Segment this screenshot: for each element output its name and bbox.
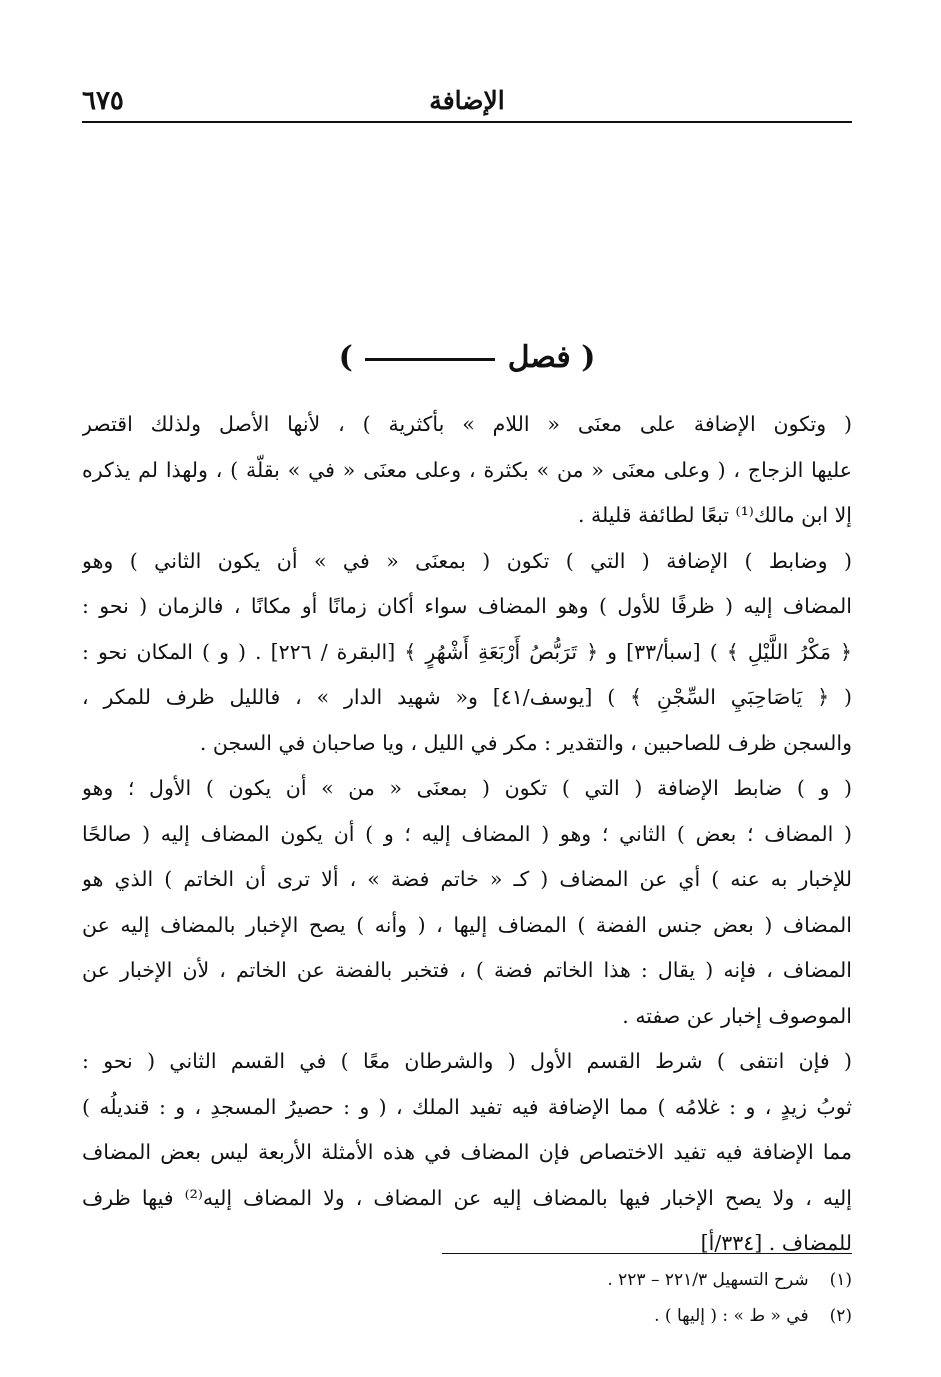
text-line: المضاف إليه ( ظرفًا للأول ) وهو المضاف سواء أكان زمانًا أو مكانًا ، فالزمان ( نحو : — [82, 594, 852, 618]
text-line: ثوبُ زيدٍ ، و : غلامُه ) مما الإضافة فيه تفيد الملك ، ( و : حصيرُ المسجدِ ، و : قنديلُه ) — [82, 1094, 852, 1119]
text-line: الموصوف إخبار عن صفته . — [622, 1003, 852, 1028]
text-line: ( المضاف ؛ بعض ) الثاني ؛ وهو ( المضاف إليه ؛ و ) أن يكون المضاف إليه ( صالحًا — [82, 821, 852, 846]
section-heading-open-paren: ( — [581, 340, 596, 375]
footnotes — [82, 1262, 852, 1334]
text-line: مما الإضافة فيه تفيد الاختصاص فإن المضاف في هذه الأمثلة الأربعة ليس بعض المضاف — [82, 1140, 852, 1164]
body-text — [82, 402, 852, 1267]
section-heading-close-paren: ) — [338, 340, 353, 375]
text-line: والسجن ظرف للصاحبين ، والتقدير : مكر في الليل ، ويا صاحبان في السجن . — [199, 730, 852, 755]
text-line: إليه ، ولا يصح الإخبار فيها بالمضاف إليه عن المضاف ، ولا المضاف إليه⁽²⁾ فيها ظرف — [82, 1185, 852, 1210]
footnote-number: (١) — [829, 1270, 852, 1290]
text-line: للمضاف . [٣٣٤/أ] — [700, 1231, 852, 1255]
footnote — [82, 1298, 852, 1334]
text-line: ( وضابط ) الإضافة ( التي ) تكون ( بمعنَى « في » أن يكون الثاني ) وهو — [82, 548, 852, 573]
text-line: ﴿ مَكْرُ اللَّيْلِ ﴾ ) [سبأ/٣٣] و ﴿ تَرَبُّصُ أَرْبَعَةِ أَشْهُرٍ ﴾ [البقرة / ٢٢٦] . ( و ) المكان نحو : — [82, 639, 852, 664]
section-heading — [82, 338, 852, 378]
footnote-text: في « ط » : ( إليها ) . — [654, 1306, 809, 1326]
chapter-title: الإضافة — [429, 86, 505, 115]
footnote-number: (٢) — [829, 1306, 852, 1326]
footnote-text: شرح التسهيل ٢٢١/٣ – ٢٢٣ . — [607, 1270, 809, 1290]
footnote — [82, 1262, 852, 1298]
text-line: المضاف ( بعض جنس الفضة ) المضاف إليها ، ( وأنه ) يصح الإخبار بالمضاف إليه عن — [82, 912, 852, 937]
section-heading-kashida-line — [365, 358, 495, 361]
text-line: إلا ابن مالك⁽¹⁾ تبعًا لطائفة قليلة . — [577, 503, 852, 527]
text-line: ( و ) ضابط الإضافة ( التي ) تكون ( بمعنَى « من » أن يكون ) الأول ؛ وهو — [82, 776, 852, 800]
text-line: ( ﴿ يَاصَاحِبَيِ السِّجْنِ ﴾ ) [يوسف/٤١] و« شهيد الدار » ، فالليل ظرف للمكر ، — [82, 685, 852, 709]
section-heading-word: فصل — [507, 340, 571, 375]
text-line: للإخبار به عنه ) أي عن المضاف ( كـ « خاتم فضة » ، ألا ترى أن الخاتم ) الذي هو — [82, 867, 852, 891]
text-line: عليها الزجاج ، ( وعلى معنَى « من » بكثرة ، وعلى معنَى « في » بقلّة ) ، ولهذا لم يذكره — [82, 457, 852, 482]
text-line: ( فإن انتفى ) شرط القسم الأول ( والشرطان معًا ) في القسم الثاني ( نحو : — [82, 1049, 852, 1073]
text-line: المضاف ، فإنه ( يقال : هذا الخاتم فضة ) ، فتخبر بالفضة عن الخاتم ، لأن الإخبار عن — [82, 958, 852, 982]
footnote-divider — [442, 1253, 852, 1254]
header-divider — [82, 121, 852, 123]
running-header — [82, 84, 852, 120]
page-number: ٦٧٥ — [82, 86, 124, 116]
text-line: ( وتكون الإضافة على معنَى « اللام » بأكثرية ) ، لأنها الأصل ولذلك اقتصر — [82, 412, 852, 436]
